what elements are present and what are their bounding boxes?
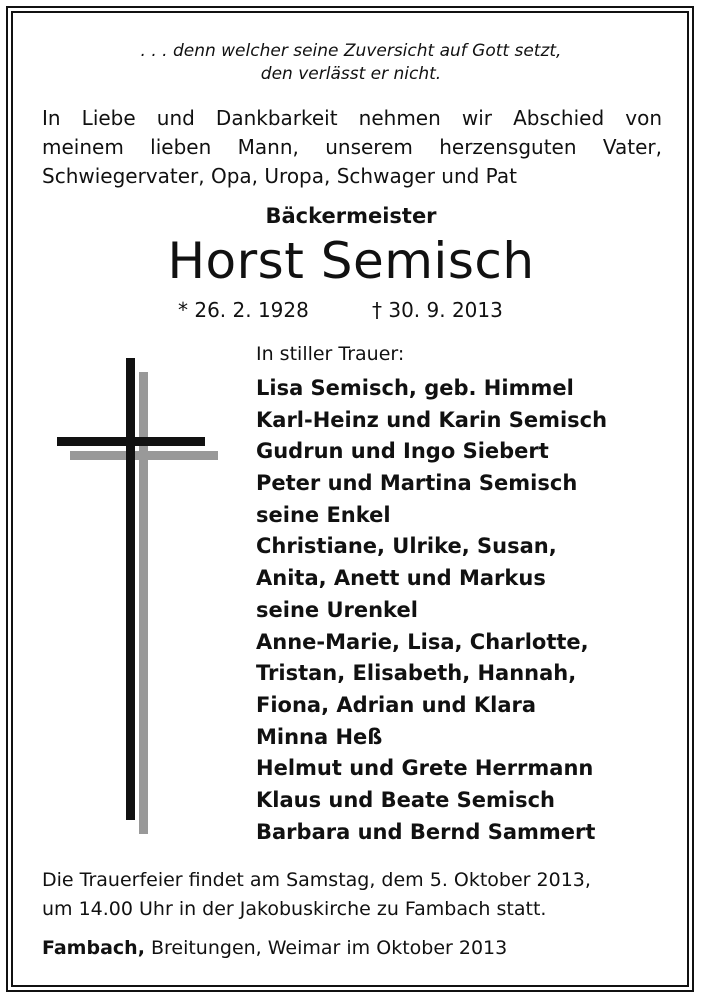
birth-date: * 26. 2. 1928 (178, 298, 309, 322)
deceased-name: Horst Semisch (167, 232, 535, 290)
cross-shadow-horizontal (70, 451, 218, 460)
mourner-line: Christiane, Ulrike, Susan, (256, 534, 557, 559)
mourner-line: Anne-Marie, Lisa, Charlotte, (256, 629, 589, 654)
cross-horizontal (57, 437, 205, 446)
mourners-title: In stiller Trauer: (256, 343, 405, 365)
mourner-line: Helmut und Grete Herrmann (256, 756, 594, 781)
signoff (42, 937, 507, 959)
intro-line-2: meinem lieben Mann, unserem herzensguten Vater, (42, 135, 662, 159)
mourner-line: Barbara und Bernd Sammert (256, 819, 596, 844)
death-date: † 30. 9. 2013 (372, 298, 503, 322)
signoff-rest: Breitungen, Weimar im Oktober 2013 (144, 937, 508, 959)
mourner-line: Karl-Heinz und Karin Semisch (256, 407, 608, 432)
mourner-line: Gudrun und Ingo Siebert (256, 439, 549, 464)
cross-vertical (126, 358, 135, 820)
mourner-line: seine Urenkel (256, 597, 418, 622)
mourners-list (256, 373, 607, 848)
signoff-place: Fambach, (42, 937, 145, 959)
intro-line-3: Schwiegervater, Opa, Uropa, Schwager und Pat (42, 164, 517, 188)
intro-text (42, 104, 662, 191)
mourner-line: Anita, Anett und Markus (256, 566, 546, 591)
mourner-line: Tristan, Elisabeth, Hannah, (256, 661, 577, 686)
mourner-line: Klaus und Beate Semisch (256, 787, 556, 812)
mourner-line: Peter und Martina Semisch (256, 471, 578, 496)
service-line-1: Die Trauerfeier findet am Samstag, dem 5. Oktober 2013, (42, 869, 591, 891)
mourner-line: Minna Heß (256, 724, 383, 749)
mourner-line: Lisa Semisch, geb. Himmel (256, 376, 574, 400)
service-line-2: um 14.00 Uhr in der Jakobuskirche zu Fambach statt. (42, 898, 547, 920)
verse-line-2: den verlässt er nicht. (260, 64, 442, 84)
intro-line-1: In Liebe und Dankbarkeit nehmen wir Abschied von (42, 106, 662, 130)
profession: Bäckermeister (265, 204, 437, 228)
service-info (42, 866, 672, 924)
mourner-line: seine Enkel (256, 502, 391, 527)
mourner-line: Fiona, Adrian und Klara (256, 692, 537, 717)
verse-line-1: . . . denn welcher seine Zuversicht auf Gott setzt, (140, 41, 562, 61)
